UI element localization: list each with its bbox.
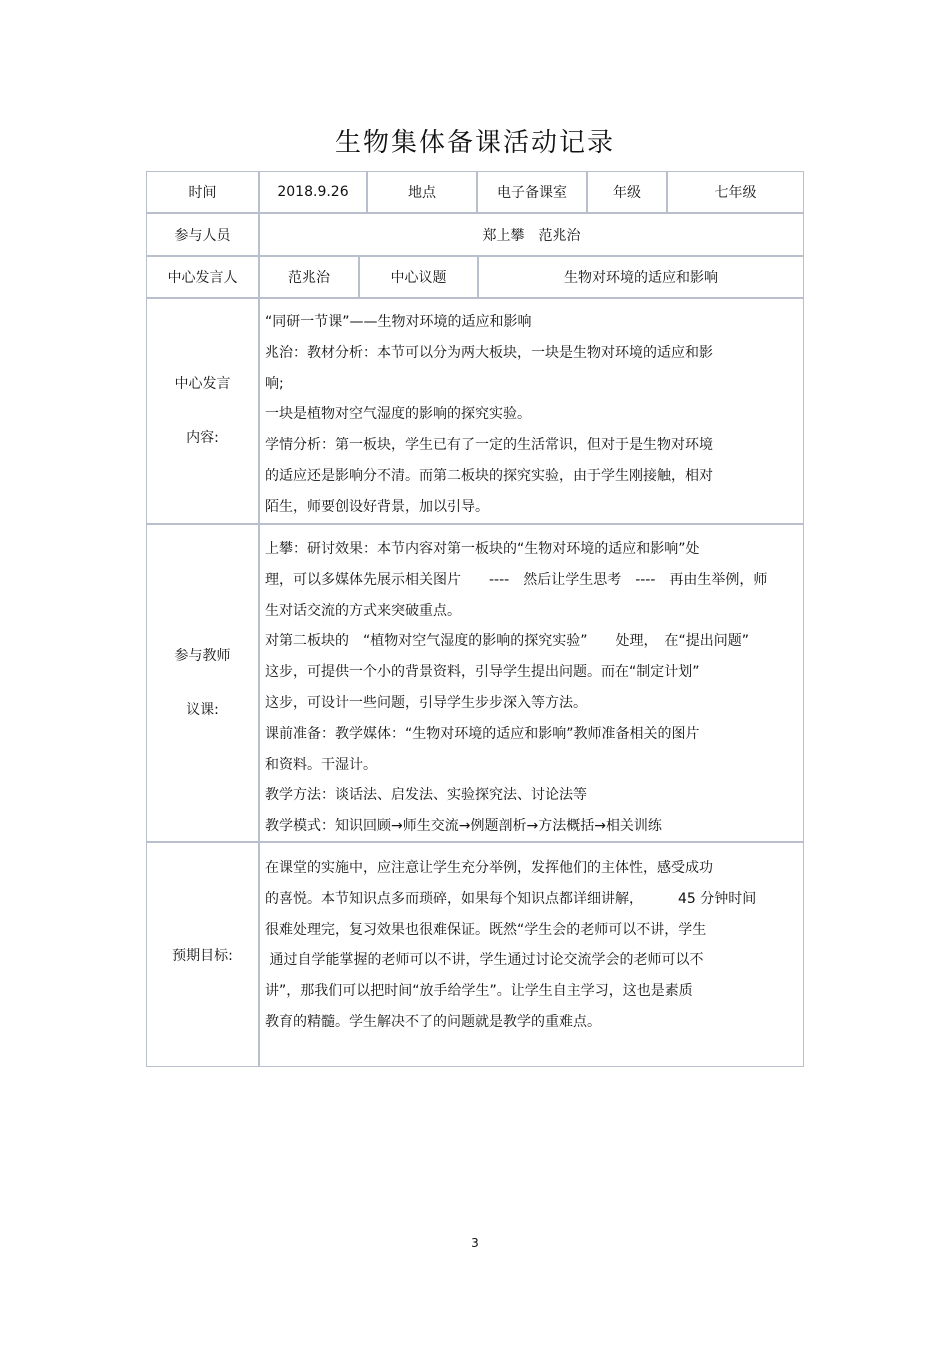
text-line: 上攀：研讨效果：本节内容对第一板块的“生物对环境的适应和影响”处 [265, 541, 700, 557]
main-speech-content [259, 298, 804, 524]
page-title: 生物集体备课活动记录 [334, 128, 615, 158]
text-line: 在课堂的实施中，应注意让学生充分举例，发挥他们的主体性，感受成功 [265, 860, 713, 876]
grade-value: 七年级 [667, 171, 804, 213]
time-label: 时间 [146, 171, 259, 213]
expected-goal-content [259, 842, 804, 1067]
text-line: 的喜悦。本节知识点多而琐碎，如果每个知识点都详细讲解， 45 分钟时间 [265, 890, 757, 907]
text-line: 这步，可设计一些问题，引导学生步步深入等方法。 [265, 694, 587, 711]
speaker-value: 范兆治 [259, 256, 359, 298]
grade-label: 年级 [587, 171, 667, 213]
text-line: 陌生，师要创设好背景，加以引导。 [265, 498, 489, 515]
text-line: 响; [265, 375, 284, 392]
text-line: 理，可以多媒体先展示相关图片 ---- 然后让学生思考 ---- 再由生举例，师 [265, 571, 768, 588]
text-line: 和资料。干湿计。 [265, 756, 377, 773]
text-line: 讲”，那我们可以把时间“放手给学生”。让学生自主学习，这也是素质 [265, 983, 693, 1000]
text-line: 很难处理完，复习效果也很难保证。既然“学生会的老师可以不讲，学生 [265, 921, 707, 938]
text-line: 对第二板块的 “植物对空气湿度的影响的探究实验” 处理， 在“提出问题” [265, 633, 750, 650]
expected-goal-label: 预期目标: [146, 842, 259, 1067]
text-line: 的适应还是影响分不清。而第二板块的探究实验，由于学生刚接触，相对 [265, 467, 713, 484]
text-line: 兆治：教材分析：本节可以分为两大板块，一块是生物对环境的适应和影 [265, 344, 713, 361]
text-line: 课前准备：教学媒体：“生物对环境的适应和影响”教师准备相关的图片 [265, 725, 700, 742]
teacher-discussion-content [259, 524, 804, 842]
place-label: 地点 [367, 171, 477, 213]
main-speech-label: 中心发言 内容: [146, 298, 259, 524]
participants-value: 郑上攀 范兆治 [259, 213, 804, 256]
text-line: 教育的精髓。学生解决不了的问题就是教学的重难点。 [265, 1013, 601, 1030]
text-line: 教学方法：谈话法、启发法、实验探究法、讨论法等 [265, 787, 587, 804]
place-value: 电子备课室 [477, 171, 587, 213]
text-line: “同研一节课”——生物对环境的适应和影响 [265, 314, 532, 330]
time-value: 2018.9.26 [259, 171, 367, 213]
topic-label: 中心议题 [359, 256, 478, 298]
text-line: 一块是植物对空气湿度的影响的探究实验。 [265, 406, 531, 423]
text-line: 教学模式：知识回顾→师生交流→例题剖析→方法概括→相关训练 [265, 818, 662, 835]
page-number: 3 [471, 1236, 479, 1250]
speaker-label: 中心发言人 [146, 256, 259, 298]
text-line: 生对话交流的方式来突破重点。 [265, 602, 461, 619]
topic-value: 生物对环境的适应和影响 [478, 256, 804, 298]
teacher-discussion-label: 参与教师 议课: [146, 524, 259, 842]
text-line: 学情分析：第一板块，学生已有了一定的生活常识，但对于是生物对环境 [265, 437, 713, 454]
participants-label: 参与人员 [146, 213, 259, 256]
text-line: 这步，可提供一个小的背景资料，引导学生提出问题。而在“制定计划” [265, 664, 700, 681]
text-line: 通过自学能掌握的老师可以不讲，学生通过讨论交流学会的老师可以不 [265, 952, 704, 969]
